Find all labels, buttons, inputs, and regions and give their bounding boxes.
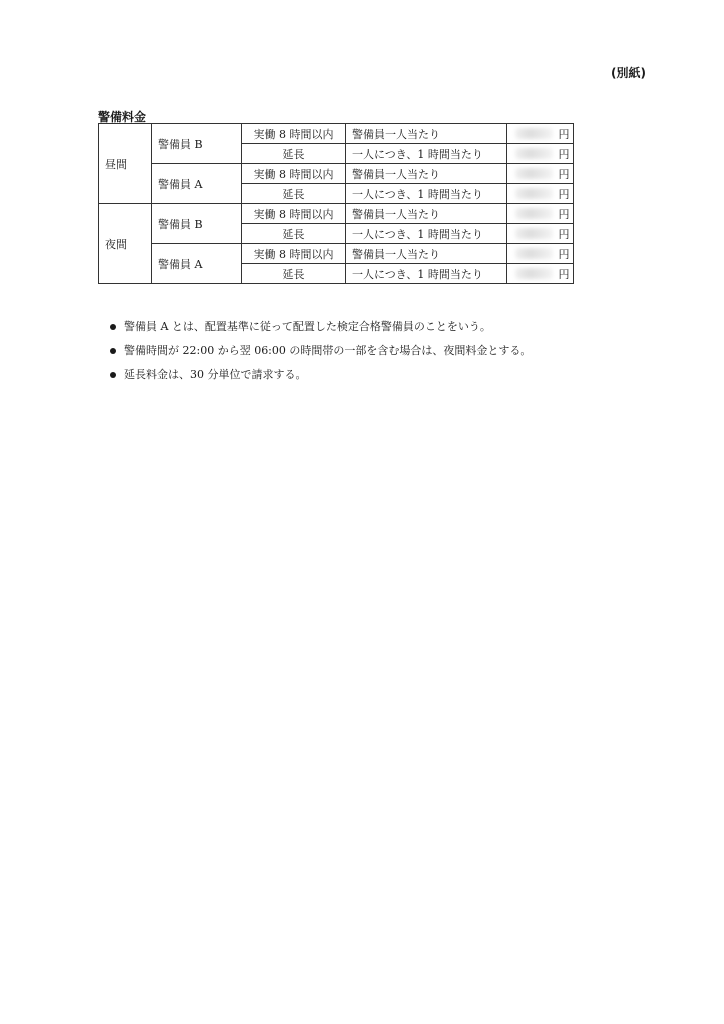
guard-label: 警備員 A (152, 244, 242, 284)
yen-unit: 円 (557, 204, 574, 224)
fee-basis: 警備員一人当たり (346, 204, 507, 224)
yen-unit: 円 (557, 244, 574, 264)
redacted-amount (507, 124, 557, 144)
annex-label: (別紙) (611, 66, 646, 80)
bullet-icon (110, 372, 116, 378)
redacted-amount (507, 144, 557, 164)
note-text: 警備員 A とは、配置基準に従って配置した検定合格警備員のことをいう。 (124, 320, 491, 333)
guard-label: 警備員 A (152, 164, 242, 204)
fee-basis: 警備員一人当たり (346, 244, 507, 264)
fee-basis: 一人につき、1 時間当たり (346, 264, 507, 284)
yen-unit: 円 (557, 184, 574, 204)
work-type: 延長 (242, 224, 346, 244)
redacted-amount (507, 184, 557, 204)
bullet-icon (110, 348, 116, 354)
note-item (108, 367, 531, 391)
fee-table-heading: 警備料金 (98, 110, 147, 124)
table-row (99, 204, 574, 224)
guard-label: 警備員 B (152, 204, 242, 244)
period-label: 夜間 (99, 204, 152, 284)
yen-unit: 円 (557, 224, 574, 244)
note-text: 警備時間が 22:00 から翌 06:00 の時間帯の一部を含む場合は、夜間料金とする。 (124, 344, 532, 357)
work-type: 実働 8 時間以内 (242, 164, 346, 184)
note-text: 延長料金は、30 分単位で請求する。 (124, 368, 307, 381)
redacted-amount (507, 164, 557, 184)
table-row (99, 124, 574, 144)
redacted-amount (507, 224, 557, 244)
note-item (108, 343, 531, 367)
notes-list (108, 319, 531, 391)
yen-unit: 円 (557, 144, 574, 164)
work-type: 実働 8 時間以内 (242, 204, 346, 224)
work-type: 延長 (242, 264, 346, 284)
redacted-amount (507, 244, 557, 264)
fee-basis: 警備員一人当たり (346, 164, 507, 184)
period-label: 昼間 (99, 124, 152, 204)
fee-basis: 一人につき、1 時間当たり (346, 184, 507, 204)
table-row (99, 164, 574, 184)
work-type: 延長 (242, 144, 346, 164)
redacted-amount (507, 264, 557, 284)
guard-label: 警備員 B (152, 124, 242, 164)
yen-unit: 円 (557, 264, 574, 284)
bullet-icon (110, 324, 116, 330)
fee-basis: 警備員一人当たり (346, 124, 507, 144)
work-type: 実働 8 時間以内 (242, 244, 346, 264)
table-row (99, 244, 574, 264)
yen-unit: 円 (557, 164, 574, 184)
work-type: 実働 8 時間以内 (242, 124, 346, 144)
work-type: 延長 (242, 184, 346, 204)
fee-basis: 一人につき、1 時間当たり (346, 144, 507, 164)
fee-table (98, 123, 574, 284)
yen-unit: 円 (557, 124, 574, 144)
fee-basis: 一人につき、1 時間当たり (346, 224, 507, 244)
redacted-amount (507, 204, 557, 224)
note-item (108, 319, 531, 343)
